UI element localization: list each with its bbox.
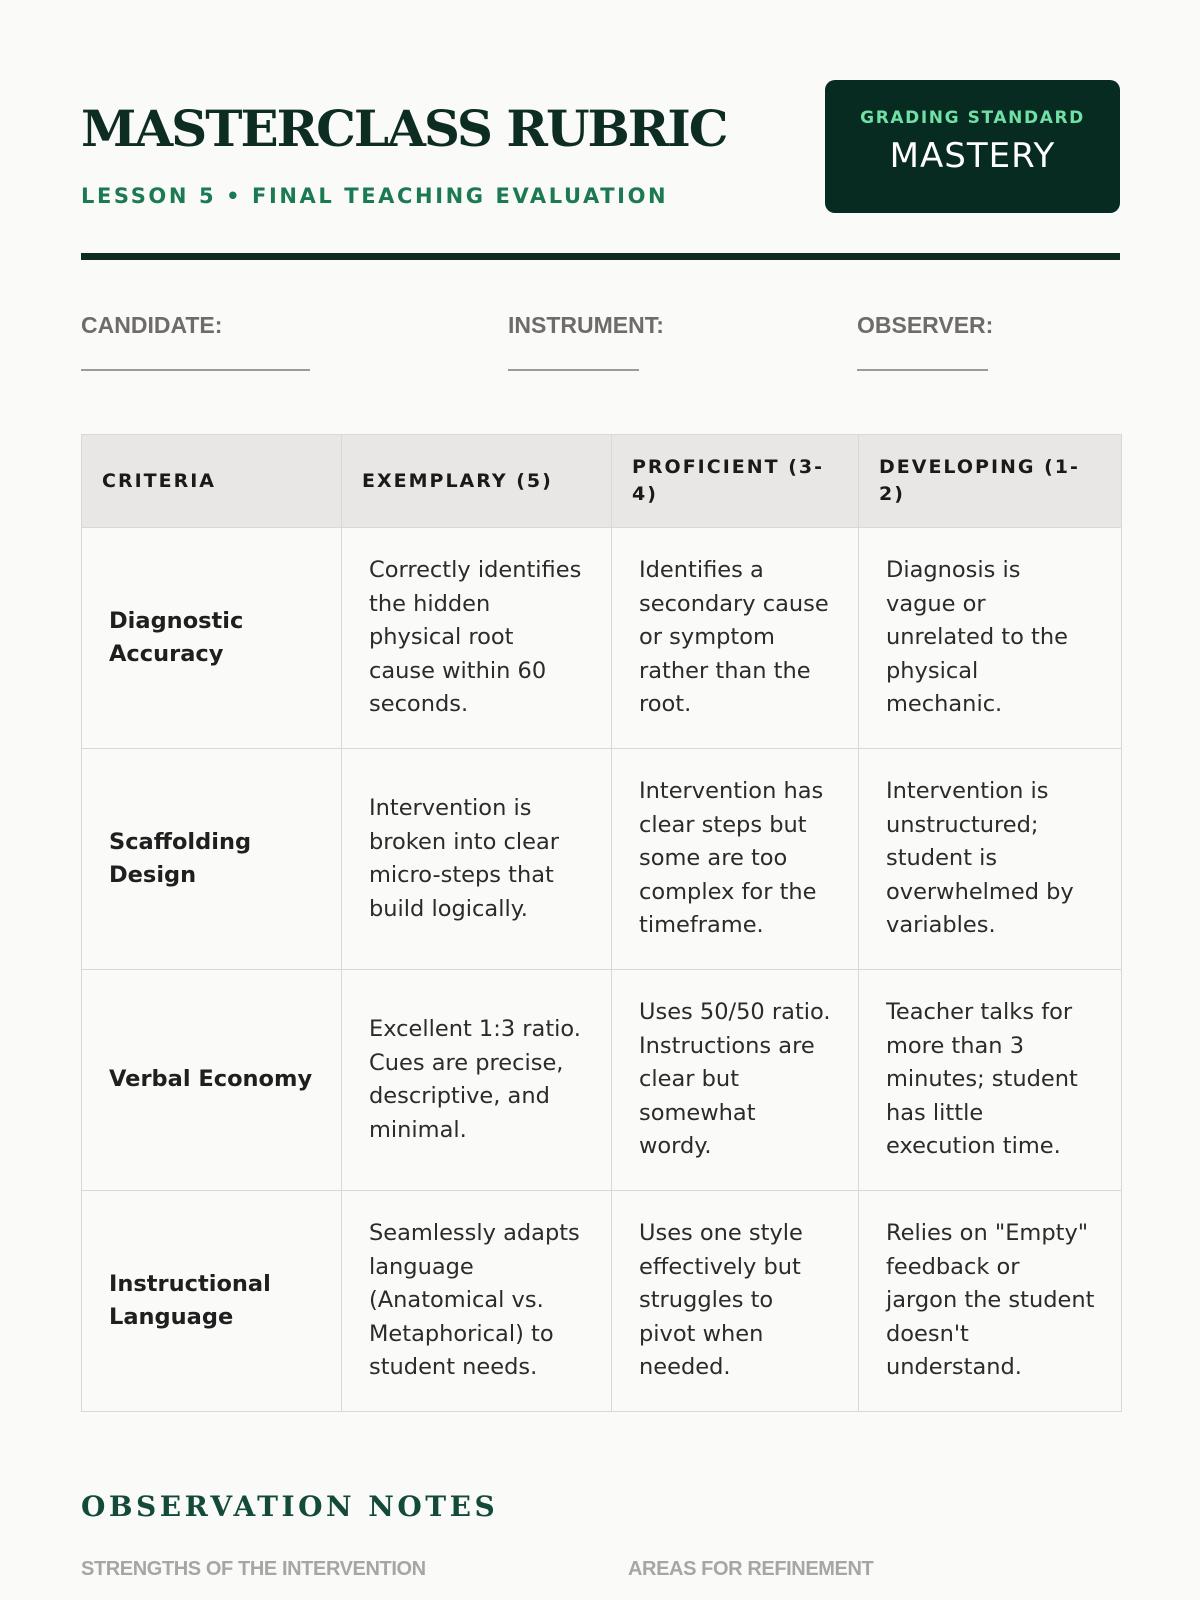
exemplary-cell: Intervention is broken into clear micro-steps that build logically. <box>342 749 612 970</box>
page-header <box>81 80 1120 215</box>
table-header-row <box>82 435 1122 528</box>
page-subtitle: LESSON 5 • FINAL TEACHING EVALUATION <box>81 184 669 208</box>
table-row <box>82 970 1122 1191</box>
strengths-heading: STRENGTHS OF THE INTERVENTION <box>81 1558 426 1580</box>
grading-standard-badge <box>825 80 1120 213</box>
developing-cell: Teacher talks for more than 3 minutes; student has little execution time. <box>859 970 1122 1191</box>
criteria-cell: Scaffolding Design <box>82 749 342 970</box>
exemplary-cell: Seamlessly adapts language (Anatomical vs. Metaphorical) to student needs. <box>342 1191 612 1412</box>
instrument-label: INSTRUMENT: <box>508 312 664 338</box>
header-proficient: PROFICIENT (3-4) <box>612 435 859 528</box>
observer-input-line[interactable] <box>857 369 988 371</box>
criteria-cell: Instructional Language <box>82 1191 342 1412</box>
header-developing: DEVELOPING (1-2) <box>859 435 1122 528</box>
instrument-field[interactable] <box>508 312 664 371</box>
proficient-cell: Uses 50/50 ratio. Instructions are clear but somewhat wordy. <box>612 970 859 1191</box>
observer-field[interactable] <box>857 312 994 371</box>
exemplary-cell: Correctly identifies the hidden physical root cause within 60 seconds. <box>342 528 612 749</box>
criteria-cell: Diagnostic Accuracy <box>82 528 342 749</box>
observation-notes-title: OBSERVATION NOTES <box>81 1490 499 1523</box>
proficient-cell: Identifies a secondary cause or symptom rather than the root. <box>612 528 859 749</box>
table-row <box>82 1191 1122 1412</box>
candidate-label: CANDIDATE: <box>81 312 223 338</box>
table-row <box>82 528 1122 749</box>
rubric-table <box>81 434 1122 1412</box>
criteria-cell: Verbal Economy <box>82 970 342 1191</box>
badge-label: GRADING STANDARD <box>860 108 1085 128</box>
page-title: MASTERCLASS RUBRIC <box>81 99 727 158</box>
developing-cell: Diagnosis is vague or unrelated to the physical mechanic. <box>859 528 1122 749</box>
refinement-heading: AREAS FOR REFINEMENT <box>628 1558 874 1580</box>
header-divider <box>81 253 1120 260</box>
badge-value: MASTERY <box>889 136 1056 176</box>
proficient-cell: Uses one style effectively but struggles to pivot when needed. <box>612 1191 859 1412</box>
observer-label: OBSERVER: <box>857 312 994 338</box>
developing-cell: Intervention is unstructured; student is overwhelmed by variables. <box>859 749 1122 970</box>
header-exemplary: EXEMPLARY (5) <box>342 435 612 528</box>
header-criteria: CRITERIA <box>82 435 342 528</box>
table-row <box>82 749 1122 970</box>
candidate-field[interactable] <box>81 314 310 371</box>
proficient-cell: Intervention has clear steps but some are too complex for the timeframe. <box>612 749 859 970</box>
exemplary-cell: Excellent 1:3 ratio. Cues are precise, descriptive, and minimal. <box>342 970 612 1191</box>
candidate-input-line[interactable] <box>81 369 310 371</box>
developing-cell: Relies on "Empty" feedback or jargon the student doesn't understand. <box>859 1191 1122 1412</box>
instrument-input-line[interactable] <box>508 369 639 371</box>
